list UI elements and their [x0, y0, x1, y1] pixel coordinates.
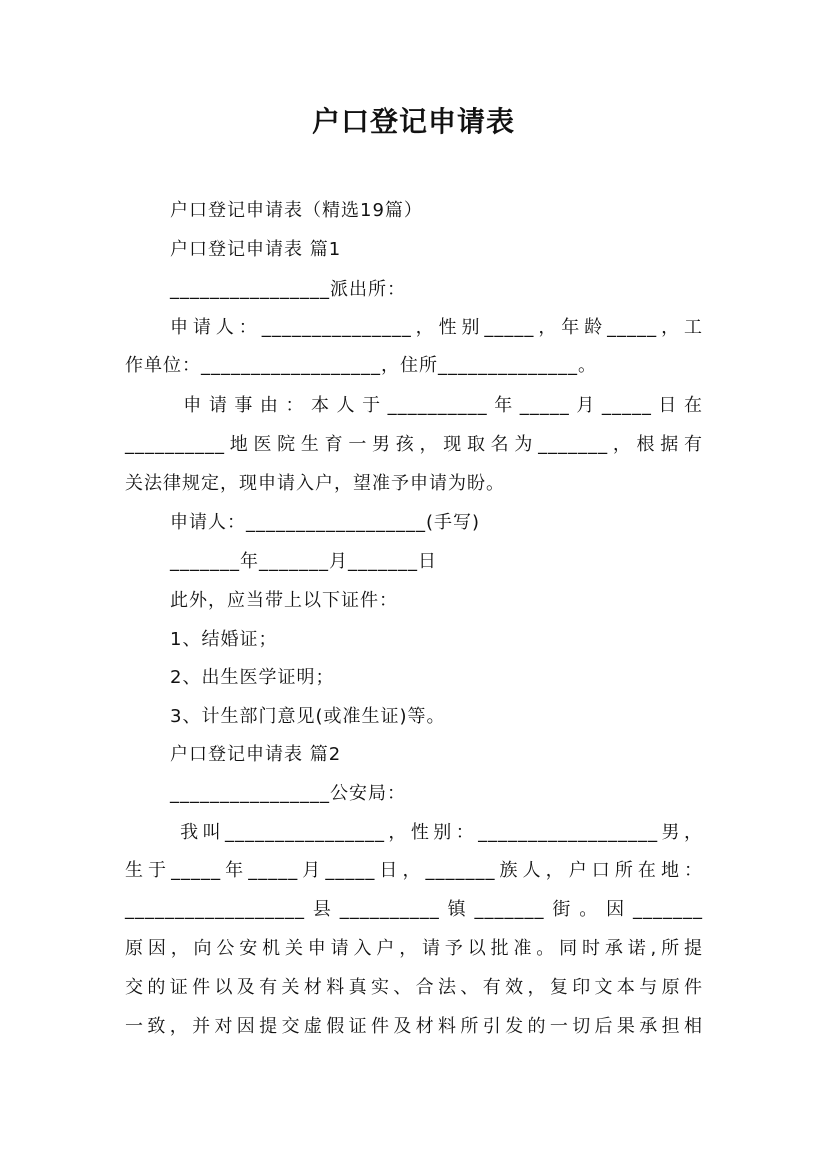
date-line: _______年_______月_______日 [170, 551, 437, 572]
self-intro-line-4: 原因，向公安机关申请入户，请予以批准。同时承诺,所提 [125, 938, 703, 959]
reason-line-1: 申请事由：本人于__________年_____月_____日在 [170, 395, 703, 416]
self-intro-line-6: 一致，并对因提交虚假证件及材料所引发的一切后果承担相 [125, 1016, 703, 1037]
applicant-signature-line: 申请人：__________________(手写) [170, 512, 481, 533]
document-title: 户口登记申请表 [311, 105, 515, 138]
subtitle-line: 户口登记申请表（精选19篇） [170, 200, 423, 221]
self-intro-line-1: 我叫________________，性别：__________________男， [170, 822, 703, 843]
section-heading-2: 户口登记申请表 篇2 [170, 744, 342, 765]
reason-line-2: __________地医院生育一男孩，现取名为_______，根据有 [125, 434, 703, 455]
applicant-info-line-2: 作单位：__________________，住所______________。 [125, 355, 597, 376]
section-heading-1: 户口登记申请表 篇1 [170, 239, 342, 260]
self-intro-line-3: __________________县__________镇_______街。因_______ [125, 899, 703, 920]
addressee-public-security-bureau: ________________公安局： [170, 783, 406, 804]
applicant-info-line-1: 申请人：_______________，性别_____，年龄_____，工 [170, 317, 703, 338]
self-intro-line-5: 交的证件以及有关材料真实、合法、有效，复印文本与原件 [125, 977, 703, 998]
addressee-police-station: ________________派出所： [170, 279, 406, 300]
self-intro-line-2: 生于_____年_____月_____日，_______族人，户口所在地： [125, 860, 703, 881]
document-item-1: 1、结婚证； [170, 629, 278, 650]
documents-intro: 此外，应当带上以下证件： [170, 590, 398, 611]
reason-line-3: 关法律规定，现申请入户，望准予申请为盼。 [125, 473, 505, 494]
document-item-2: 2、出生医学证明； [170, 667, 335, 688]
document-item-3: 3、计生部门意见(或准生证)等。 [170, 706, 446, 727]
